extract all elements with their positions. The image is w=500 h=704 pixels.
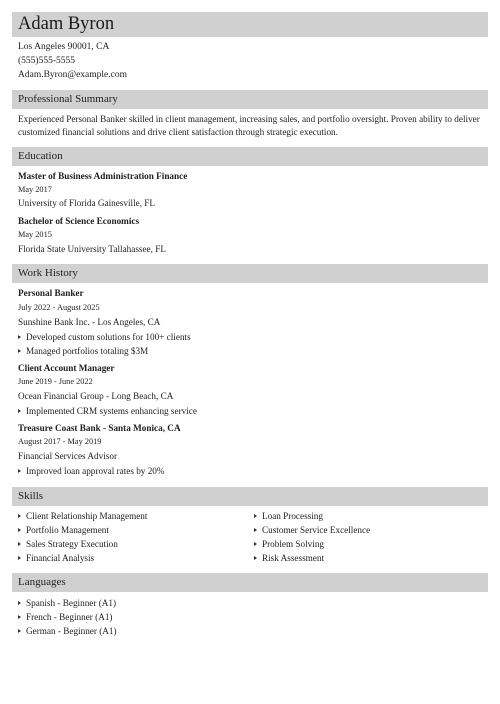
language-text: German - Beginner (A1) xyxy=(26,626,117,636)
contact-phone: (555)555-5555 xyxy=(18,56,75,66)
bullet-icon xyxy=(254,556,257,560)
education-degree: Bachelor of Science Economics xyxy=(18,216,140,226)
bullet-icon xyxy=(254,542,257,546)
skill-item xyxy=(254,524,370,536)
section-title: Education xyxy=(18,150,63,162)
section-header-work xyxy=(12,264,488,283)
bullet-icon xyxy=(18,542,21,546)
job-date: June 2019 - June 2022 xyxy=(18,377,93,386)
language-item xyxy=(18,597,116,609)
job-bullet-text: Implemented CRM systems enhancing service xyxy=(26,406,197,416)
skill-item xyxy=(18,524,109,536)
bullet-icon xyxy=(254,528,257,532)
bullet-icon xyxy=(18,469,21,473)
bullet-icon xyxy=(18,349,21,353)
bullet-icon xyxy=(18,601,21,605)
job-bullet-text: Managed portfolios totaling $3M xyxy=(26,346,149,356)
skill-text: Loan Processing xyxy=(262,511,323,521)
bullet-icon xyxy=(18,514,21,518)
language-item xyxy=(18,625,117,637)
skill-text: Financial Analysis xyxy=(26,553,95,563)
section-title: Professional Summary xyxy=(18,93,118,105)
section-header-summary xyxy=(12,90,488,109)
bullet-icon xyxy=(18,528,21,532)
section-title: Skills xyxy=(18,490,44,502)
contact-email: Adam.Byron@example.com xyxy=(18,70,127,80)
job-bullet xyxy=(18,405,197,417)
skill-text: Sales Strategy Execution xyxy=(26,539,118,549)
skill-item xyxy=(18,552,94,564)
skill-text: Problem Solving xyxy=(262,539,325,549)
job-date: August 2017 - May 2019 xyxy=(18,437,102,446)
job-bullet-text: Developed custom solutions for 100+ clients xyxy=(26,332,191,342)
skill-text: Client Relationship Management xyxy=(26,511,148,521)
language-text: Spanish - Beginner (A1) xyxy=(26,598,117,608)
section-title: Languages xyxy=(18,576,66,588)
skill-item xyxy=(18,538,118,550)
bullet-icon xyxy=(18,335,21,339)
summary-text: Experienced Personal Banker skilled in client management, increasing sales, and portfolio oversight. Proven ability to deliver customized financial solutions and drive client satisfaction through strategic execution. xyxy=(18,114,480,137)
skill-text: Portfolio Management xyxy=(26,525,109,535)
job-bullet xyxy=(18,345,148,357)
skill-text: Risk Assessment xyxy=(262,553,325,563)
section-header-languages xyxy=(12,573,488,592)
language-text: French - Beginner (A1) xyxy=(26,612,113,622)
skill-item xyxy=(254,552,324,564)
section-header-education xyxy=(12,147,488,166)
job-company: Sunshine Bank Inc. - Los Angeles, CA xyxy=(18,317,161,327)
education-school: Florida State University Tallahassee, FL xyxy=(18,244,166,254)
education-date: May 2015 xyxy=(18,230,52,239)
job-company: Ocean Financial Group - Long Beach, CA xyxy=(18,391,174,401)
job-bullet xyxy=(18,331,191,343)
section-title: Work History xyxy=(18,267,78,279)
bullet-icon xyxy=(18,615,21,619)
job-bullet-text: Improved loan approval rates by 20% xyxy=(26,466,165,476)
bullet-icon xyxy=(18,556,21,560)
bullet-icon xyxy=(18,629,21,633)
bullet-icon xyxy=(254,514,257,518)
job-date: July 2022 - August 2025 xyxy=(18,303,100,312)
bullet-icon xyxy=(18,409,21,413)
candidate-name: Adam Byron xyxy=(18,14,115,34)
job-title: Client Account Manager xyxy=(18,363,115,373)
education-date: May 2017 xyxy=(18,185,52,194)
job-title: Treasure Coast Bank - Santa Monica, CA xyxy=(18,423,181,433)
education-degree: Master of Business Administration Finance xyxy=(18,171,188,181)
education-school: University of Florida Gainesville, FL xyxy=(18,198,156,208)
name-header xyxy=(12,12,488,37)
skill-item xyxy=(18,510,147,522)
section-header-skills xyxy=(12,487,488,506)
job-company: Financial Services Advisor xyxy=(18,451,118,461)
skill-text: Customer Service Excellence xyxy=(262,525,371,535)
skill-item xyxy=(254,510,323,522)
language-item xyxy=(18,611,113,623)
contact-address: Los Angeles 90001, CA xyxy=(18,42,110,52)
skill-item xyxy=(254,538,324,550)
job-title: Personal Banker xyxy=(18,288,84,298)
job-bullet xyxy=(18,465,165,477)
